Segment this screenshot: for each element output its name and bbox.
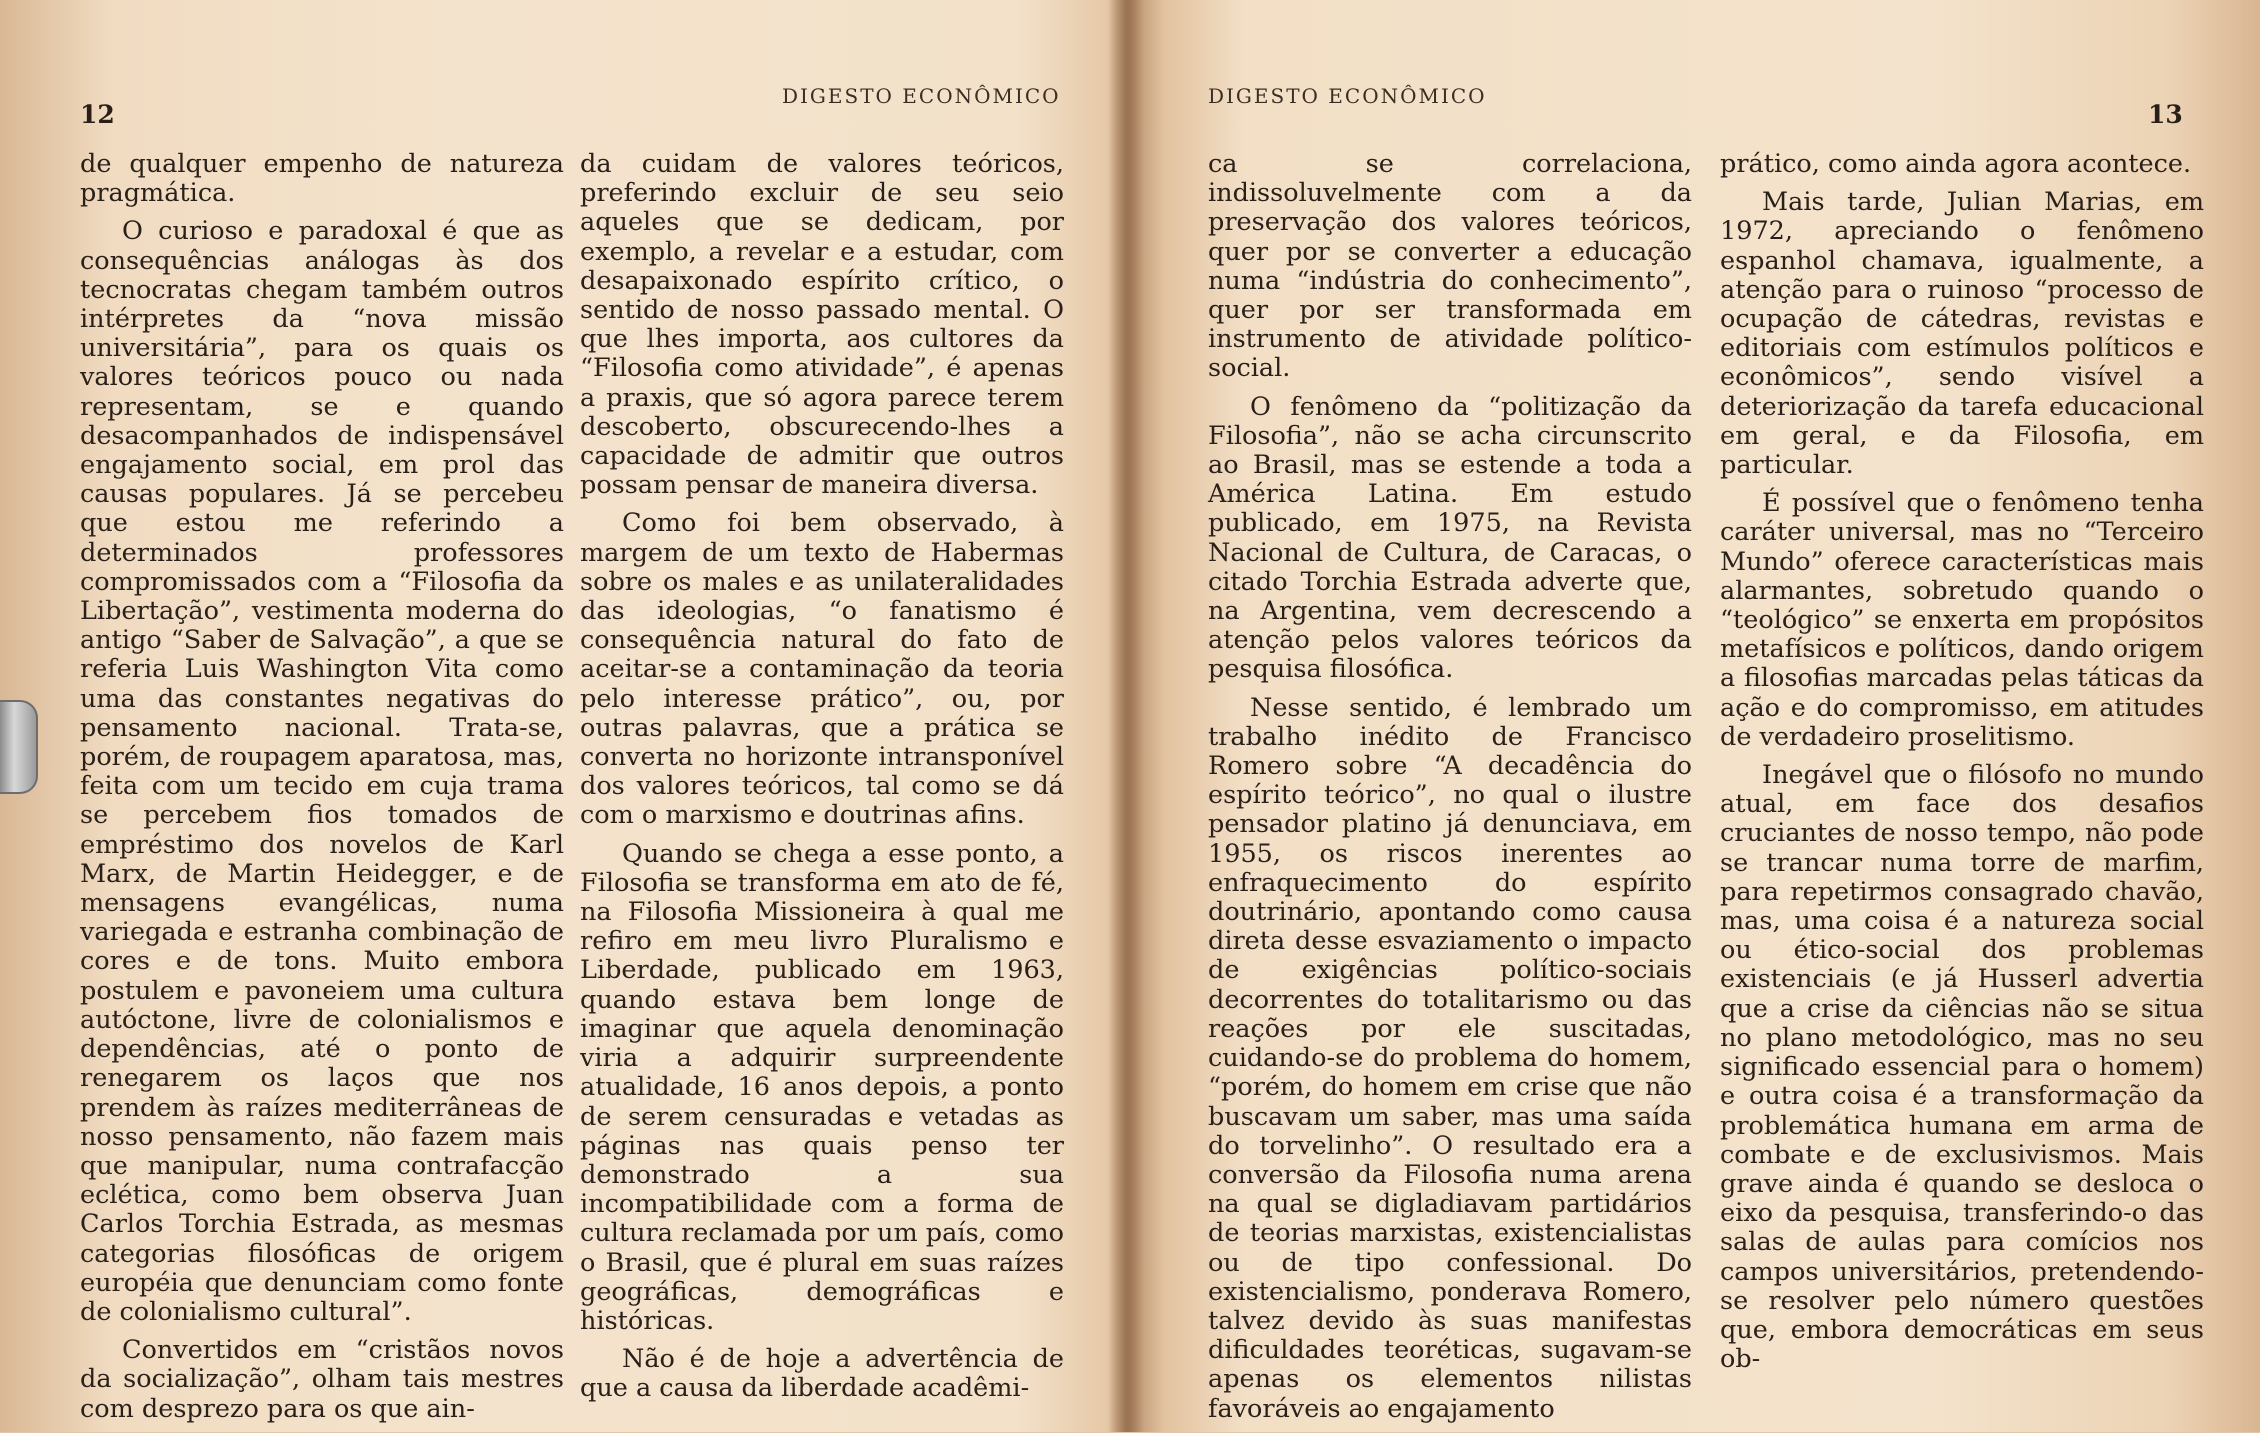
paragraph: Convertidos em “cristãos novos da socialização”, olham tais mestres com desprezo para os que ain- [80, 1335, 564, 1424]
page-number: 13 [2148, 100, 2183, 129]
left-page [0, 0, 1124, 1432]
running-head: DIGESTO ECONÔMICO [782, 84, 1061, 108]
paragraph: de qualquer empenho de natureza pragmática. [80, 149, 564, 209]
paragraph: da cuidam de valores teóricos, preferindo excluir de seu seio aqueles que se dedicam, por exemplo, a revelar e a estudar, com desapaixonado espírito crítico, o sentido de nosso passado mental. O que lhes importa, aos cultores da “Filosofia como atividade”, é apenas a praxis, que só agora parece terem descoberto, obscurecendo-lhes a capacidade de admitir que outros possam pensar de maneira diversa. [580, 149, 1064, 501]
left-column-1 [80, 150, 564, 1433]
paragraph: É possível que o fenômeno tenha caráter universal, mas no “Terceiro Mundo” oferece características mais alarmantes, sobretudo quando o “teológico” se enxerta em propósitos metafísicos e políticos, dando origem a filosofias marcadas pelas táticas da ação e do compromisso, em atitudes de verdadeiro proselitismo. [1720, 488, 2204, 752]
paragraph: Nesse sentido, é lembrado um trabalho inédito de Francisco Romero sobre “A decadência do espírito teórico”, no qual o ilustre pensador platino já denunciava, em 1955, os riscos inerentes ao enfraquecimento do espírito doutrinário, apontando como causa direta desse esvaziamento o impacto de exigências político-sociais decorrentes do totalitarismo ou das reações por ele suscitadas, cuidando-se do problema do homem, “porém, do homem em crise que não buscavam um saber, mas uma saída do torvelinho”. O resultado era a conversão da Filosofia numa arena na qual se digladiavam partidários de teorias marxistas, existencialistas ou de tipo confessional. Do existencialismo, ponderava Romero, talvez devido às suas manifestas dificuldades teoréticas, sugavam-se apenas os elementos nilistas favoráveis ao engajamento [1208, 692, 1692, 1424]
paragraph: prático, como ainda agora acontece. [1720, 149, 2192, 179]
right-page [1144, 0, 2260, 1432]
paragraph: Mais tarde, Julian Marias, em 1972, apreciando o fenômeno espanhol chamava, igualmente, a atenção para o ruinoso “processo de ocupação de cátedras, revistas e editoriais com estímulos políticos e econômicos”, sendo visível a deteriorização da tarefa educacional em geral, e da Filosofia, em particular. [1720, 187, 2204, 481]
paragraph: Não é de hoje a advertência de que a causa da liberdade acadêmi- [580, 1344, 1064, 1404]
paragraph: Como foi bem observado, à margem de um texto de Habermas sobre os males e as unilateralidades das ideologias, “o fanatismo é consequência natural do fato de aceitar-se a contaminação da teoria pelo interesse prático”, ou, por outras palavras, que a prática se converta no horizonte intransponível dos valores teóricos, tal como se dá com o marxismo e doutrinas afins. [580, 508, 1064, 831]
paragraph: Inegável que o filósofo no mundo atual, em face dos desafios cruciantes de nosso tempo, não pode se trancar numa torre de marfim, para repetirmos consagrado chavão, mas, uma coisa é a natureza social ou ético-social dos problemas existenciais (e já Husserl advertia que a crise da ciências não se situa no plano metodológico, mas no seu significado essencial para o homem) e outra coisa é a transformação da problemática humana em arma de combate e de exclusivismos. Mais grave ainda é quando se desloca o eixo da pesquisa, transferindo-o das salas de aulas para comícios nos campos universitários, pretendendo-se resolver pelo número questões que, embora democráticas em seus ob- [1720, 760, 2204, 1375]
paragraph: ca se correlaciona, indissoluvelmente com a da preservação dos valores teóricos, quer por se converter a educação numa “indústria do conhecimento”, quer por ser transformada em instrumento de atividade político-social. [1208, 149, 1692, 384]
right-column-2 [1720, 150, 2204, 1383]
paragraph: O curioso e paradoxal é que as consequências análogas às dos tecnocratas chegam também outros intérpretes da “nova missão universitária”, para os quais os valores teóricos pouco ou nada representam, se e quando desacompanhados de indispensável engajamento social, em prol das causas populares. Já se percebeu que estou me referindo a determinados professores compromissados com a “Filosofia da Libertação”, vestimenta moderna do antigo “Saber de Salvação”, a que se referia Luis Washington Vita como uma das constantes negativas do pensamento nacional. Trata-se, porém, de roupagem aparatosa, mas, feita com um tecido em cuja trama se percebem fios tomados de empréstimo dos novelos de Karl Marx, de Martin Heidegger, e de mensagens evangélicas, numa variegada e estranha combinação de cores e de tons. Muito embora postulem e pavoneiem uma cultura autóctone, livre de colonialismos e dependências, até o ponto de renegarem os laços que nos prendem às raízes mediterrâneas de nosso pensamento, não fazem mais que manipular, numa contrafacção eclética, como bem observa Juan Carlos Torchia Estrada, as mesmas categorias filosóficas de origem européia que denunciam como fonte de colonialismo cultural”. [80, 216, 564, 1327]
paragraph: Quando se chega a esse ponto, a Filosofia se transforma em ato de fé, na Filosofia Missioneira à qual me refiro em meu livro Pluralismo e Liberdade, publicado em 1963, quando estava bem longe de imaginar que aquela denominação viria a adquirir surpreendente atualidade, 16 anos depois, a ponto de serem censuradas e vetadas as páginas nas quais penso ter demonstrado a sua incompatibilidade com a forma de cultura reclamada por um país, como o Brasil, que é plural em suas raízes geográficas, demográficas e históricas. [580, 838, 1064, 1336]
left-column-2 [580, 150, 1064, 1413]
page-number: 12 [80, 100, 115, 129]
right-column-1 [1208, 150, 1692, 1433]
running-head: DIGESTO ECONÔMICO [1208, 84, 1487, 108]
paragraph: O fenômeno da “politização da Filosofia”, não se acha circunscrito ao Brasil, mas se estende a toda a América Latina. Em estudo publicado, em 1975, na Revista Nacional de Cultura, de Caracas, o citado Torchia Estrada adverte que, na Argentina, vem decrescendo a atenção pelos valores teóricos da pesquisa filosófica. [1208, 391, 1692, 685]
